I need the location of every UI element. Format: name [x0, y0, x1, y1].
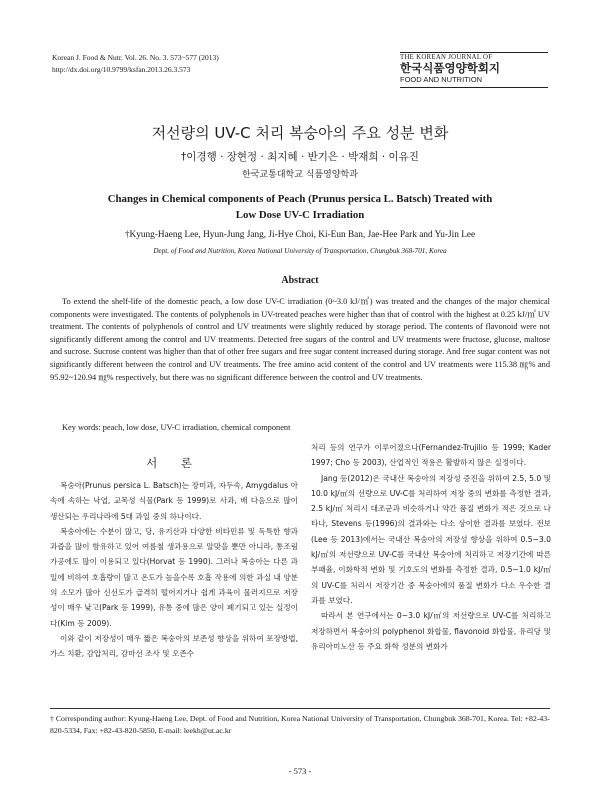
logo-rule-top: [400, 52, 548, 53]
paper-title-korean: 저선량의 UV-C 처리 복숭아의 주요 성분 변화: [151, 124, 449, 142]
affiliation-korean: 한국교통대학교 식품영양학과: [242, 170, 358, 180]
journal-name-ko: 한국식품영양학회지: [400, 61, 500, 75]
keywords: Key words: peach, low dose, UV-C irradiation, chemical component: [62, 423, 291, 432]
intro-paragraph-4: Jang 등(2012)은 국내산 복숭아의 저장성 증진을 위하여 2.5, 5.0 및 10.0 kJ/㎡의 선량으로 UV-C를 처리하여 저장 중의 변화를 측정한 결과, 2.5 kJ/㎡ 처리시 대조군과 비슷하거나 약간 품질 변화가 적은 것으로 나타나, Stevens 등(1996)의 결과와는 다소 상이한 결과를 보였다. 전보(Lee 등 2013)에서는 국내산 복숭아의 저장성 향상을 위하여 0.5~3.0 kJ/㎡의 저선량으로 UV-C를 국내산 복숭아에 처리하고 저장기간에 따른 부패율, 이화학적 변화 및 기호도의 변화를 측정한 결과, 0.5~1.0 kJ/㎡의 UV-C를 처리시 저장기간 중 복숭아에의 품질 변화가 다소 우수한 결과를 보였다.: [311, 473, 551, 605]
logo-rule-bottom: [400, 87, 548, 88]
right-column: [311, 440, 551, 654]
intro-paragraph-2: 복숭아에는 수분이 많고, 당, 유기산과 다양한 비타민류 및 독특한 향과 과즙을 많이 함유하고 있어 여름철 생과용으로 알맞을 뿐만 아니라, 통조림 가공에도 많이 이용되고 있다(Horvat 등 1990). 그러나 복숭아는 다른 과일에 비하여 호흡량이 많고 온도가 높을수록 호흡 작용에 의한 과실 내 양분의 소모가 많아 신선도가 급격히 떨어지거나 쉽게 과육이 물러지므로 저장성이 매우 낮고(Park 등 1999), 유통 중에 많은 양이 폐기되고 있는 실정이다(Kim 등 2009).: [50, 526, 298, 628]
footnote-divider: [50, 708, 550, 709]
affiliation-english: Dept. of Food and Nutrition, Korea National University of Transportation, Chungbuk 368-701, Korea: [153, 247, 447, 255]
paper-title-english: [70, 191, 530, 223]
intro-paragraph-5: 따라서 본 연구에서는 0~3.0 kJ/㎡의 저선량으로 UV-C를 처리하고 저장하면서 복숭아의 polyphenol 화합물, flavonoid 화합물, 유리당 및 유리아미노산 등 주요 화학 성분의 변화가: [311, 611, 551, 651]
left-column: [50, 478, 298, 662]
journal-subtitle: FOOD AND NUTRITION: [400, 75, 483, 84]
journal-name-en: THE KOREAN JOURNAL OF: [400, 54, 493, 61]
section-heading-introduction: 서 론: [146, 456, 202, 470]
citation-block: [52, 52, 219, 76]
page-number: - 573 -: [288, 766, 312, 776]
authors-english: †Kyung-Haeng Lee, Hyun-Jung Jang, Ji-Hye Choi, Ki-Eun Ban, Jae-Hee Park and Yu-Jin Lee: [124, 230, 476, 240]
intro-paragraph-1: 복숭아(Prunus persica L. Batsch)는 장미과, 자두속, Amygdalus 아속에 속하는 낙엽, 교목성 식물(Park 등 1999)로 사과, 배 다음으로 많이 생산되는 우리나라에 5대 과일 중의 하나이다.: [50, 481, 298, 521]
title-en-line-1: Changes in Chemical components of Peach (Prunus persica L. Batsch) Treated with: [107, 193, 493, 205]
journal-logo: [400, 52, 548, 88]
abstract-heading: Abstract: [281, 275, 319, 286]
corresponding-author-footnote: † Corresponding author: Kyung-Haeng Lee, Dept. of Food and Nutrition, Korea National University of Transportation, Chungbuk 368-701, Korea. Tel: +82-43-820-5334, Fax: +82-43-820-5850, E-mail: leekh@ut.ac.kr: [50, 714, 550, 735]
authors-korean: †이경행 · 장현정 · 최지혜 · 반기은 · 박재희 · 이유진: [181, 151, 419, 163]
intro-paragraph-3: 이와 같이 저장성이 매우 짧은 복숭아의 보존성 향상을 위하여 포장방법, 가스 치환, 감압처리, 감마선 조사 및 오존수: [50, 633, 298, 659]
doi-link[interactable]: http://dx.doi.org/10.9799/ksfan.2013.26.3.573: [52, 65, 191, 74]
title-en-line-2: Low Dose UV-C Irradiation: [235, 209, 365, 221]
journal-citation: Korean J. Food & Nutr. Vol. 26. No. 3. 573~577 (2013): [52, 53, 219, 62]
abstract-text: To extend the shelf-life of the domestic peach, a low dose UV-C irradiation (0~3.0 kJ/㎡) was treated and the changes of the major chemical components were investigated. The contents of polyphenols in UV-treated peaches were higher than that of control with the highest at 0.25 kJ/㎡ UV treatment. The contents of polyphenols of control and UV treatments were slightly reduced by storage period. The contents of flavonoid were not significantly different among the control and UV treatments. Detected free sugars of the control and UV treatments were fructose, glucose, maltose and sucrose. Sucrose content was higher than that of other free sugars and free sugar content increased during storage. And free sugar content was not significantly different between the control and UV treatments. The free amino acid content of the control and UV treatments were 115.38 ㎎% and 95.92~120.94 ㎎% respectively, but there was no significant difference between the control and UV treatments.: [50, 297, 550, 382]
intro-paragraph-3-continued: 처리 등의 연구가 이루어졌으나(Fernandez-Trujilio 등 1999; Kader 1997; Cho 등 2003), 산업적인 적용은 활발하지 않은 실정이다.: [311, 443, 551, 468]
